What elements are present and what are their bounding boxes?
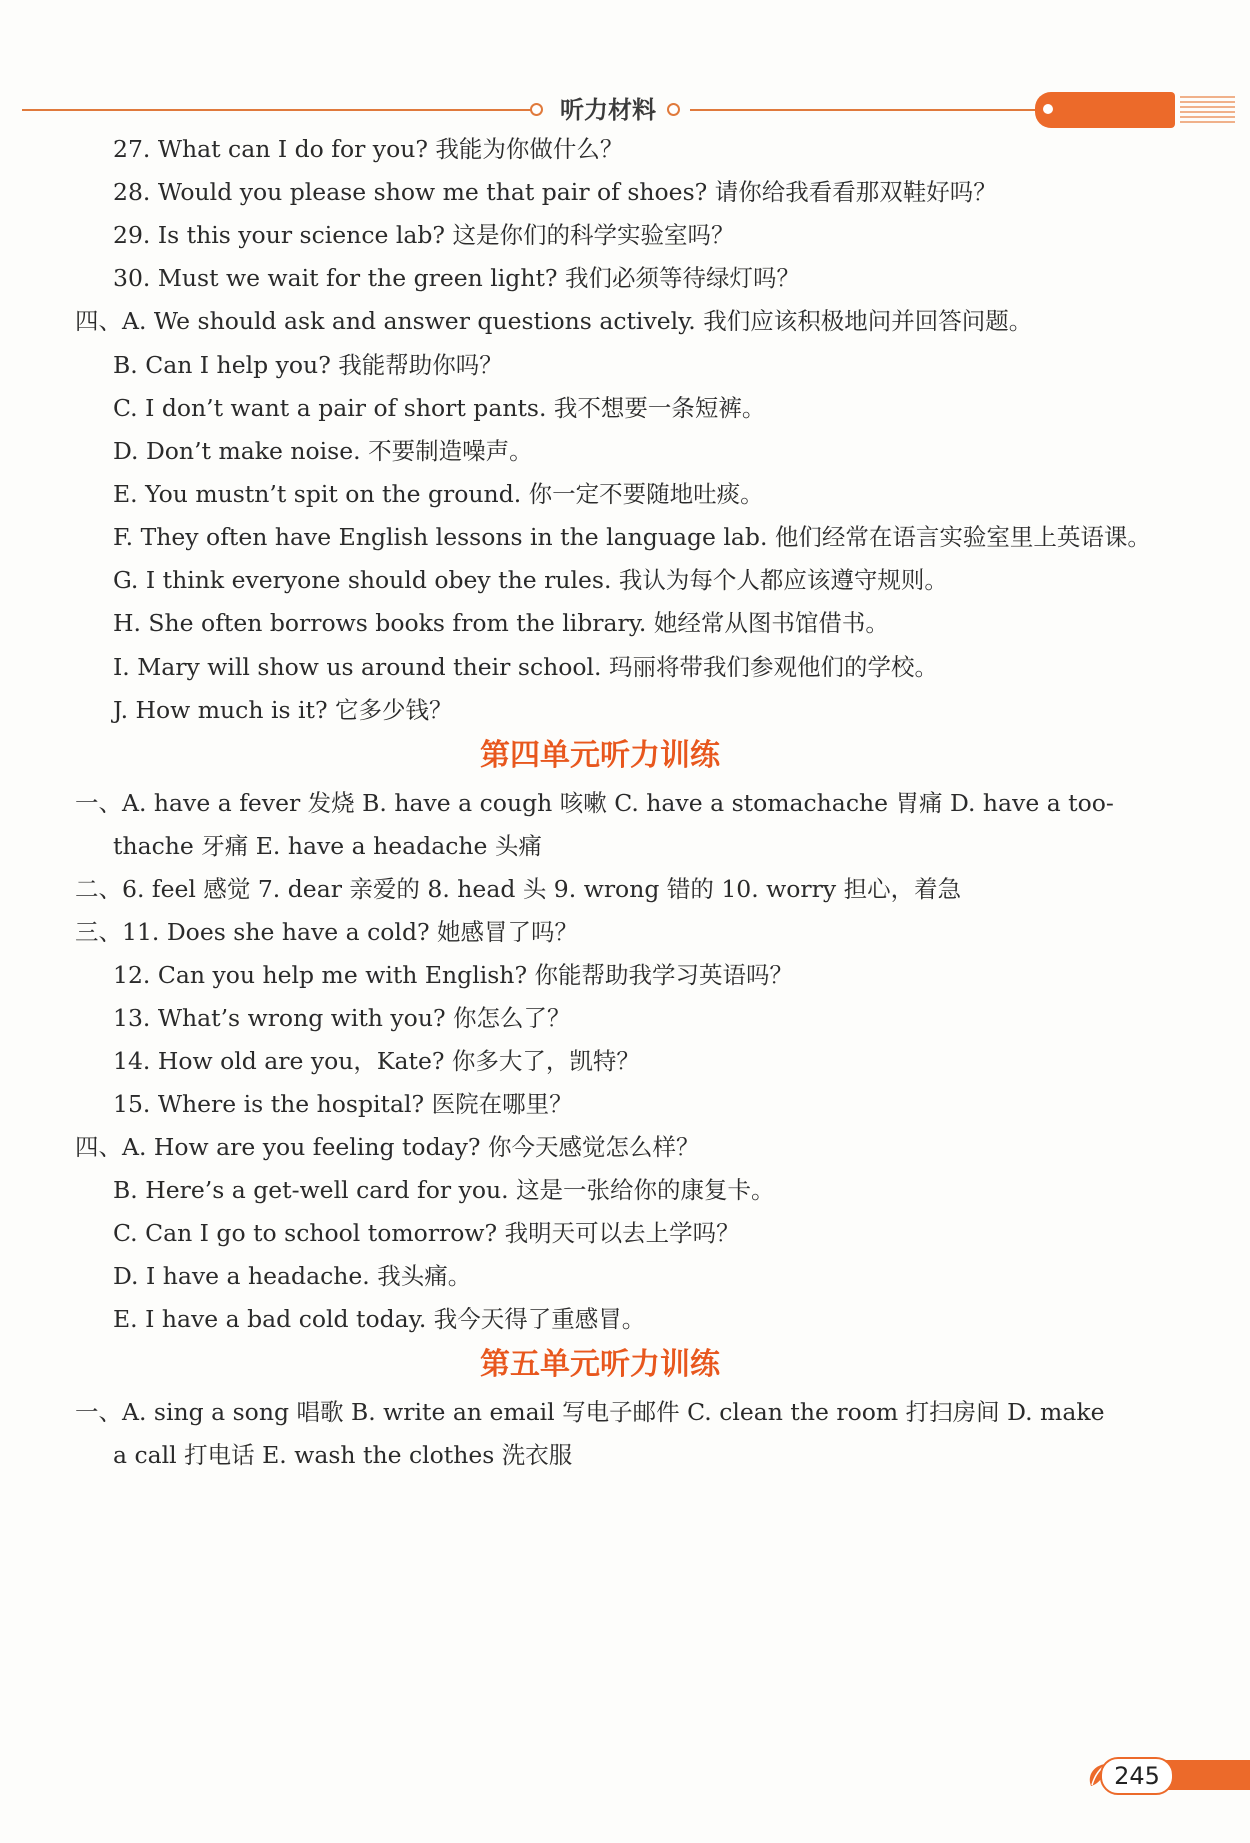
text-line: 三、11. Does she have a cold? 她感冒了吗？: [75, 918, 579, 946]
text-line: 一、A. have a fever 发烧 B. have a cough 咳嗽 C. have a stomachache 胃痛 D. have a too-: [75, 789, 1114, 817]
text-line: C. I don’t want a pair of short pants. 我不想要一条短裤。: [113, 394, 766, 422]
text-line: 12. Can you help me with English? 你能帮助我学习英语吗？: [113, 961, 794, 989]
text-line: thache 牙痛 E. have a headache 头痛: [113, 832, 542, 860]
text-line: 四、A. How are you feeling today? 你今天感觉怎么样？: [75, 1133, 700, 1161]
section-heading-unit5: 第五单元听力训练: [480, 1347, 720, 1382]
page-header: [0, 90, 1250, 130]
text-line: D. Don’t make noise. 不要制造噪声。: [113, 437, 533, 465]
text-line: E. I have a bad cold today. 我今天得了重感冒。: [113, 1305, 646, 1333]
text-line: 27. What can I do for you? 我能为你做什么？: [113, 135, 624, 163]
text-line: 29. Is this your science lab? 这是你们的科学实验室吗？: [113, 221, 735, 249]
header-rule-left: [22, 109, 532, 111]
text-line: F. They often have English lessons in the language lab. 他们经常在语言实验室里上英语课。: [113, 523, 1151, 551]
header-dot-left: [530, 103, 543, 116]
text-line: 28. Would you please show me that pair of shoes? 请你给我看看那双鞋好吗？: [113, 178, 997, 206]
text-line: 13. What’s wrong with you? 你怎么了？: [113, 1004, 571, 1032]
text-line: a call 打电话 E. wash the clothes 洗衣服: [113, 1441, 573, 1469]
text-line: B. Here’s a get-well card for you. 这是一张给你的康复卡。: [113, 1176, 775, 1204]
text-line: 15. Where is the hospital? 医院在哪里？: [113, 1090, 573, 1118]
text-line: G. I think everyone should obey the rules. 我认为每个人都应该遵守规则。: [113, 566, 948, 594]
text-line: D. I have a headache. 我头痛。: [113, 1262, 472, 1290]
text-line: 二、6. feel 感觉 7. dear 亲爱的 8. head 头 9. wrong 错的 10. worry 担心，着急: [75, 875, 962, 903]
page-title: 听力材料: [560, 96, 656, 124]
text-line: C. Can I go to school tomorrow? 我明天可以去上学吗？: [113, 1219, 740, 1247]
text-line: 14. How old are you，Kate? 你多大了，凯特？: [113, 1047, 640, 1075]
text-line: J. How much is it? 它多少钱？: [113, 696, 453, 724]
text-line: 四、A. We should ask and answer questions actively. 我们应该积极地问并回答问题。: [75, 307, 1033, 335]
text-line: E. You mustn’t spit on the ground. 你一定不要随地吐痰。: [113, 480, 764, 508]
header-tab: [1035, 92, 1175, 128]
text-line: H. She often borrows books from the library. 她经常从图书馆借书。: [113, 609, 889, 637]
header-rule-right: [690, 109, 1040, 111]
text-line: B. Can I help you? 我能帮助你吗？: [113, 351, 503, 379]
text-line: I. Mary will show us around their school. 玛丽将带我们参观他们的学校。: [113, 653, 938, 681]
text-line: 一、A. sing a song 唱歌 B. write an email 写电子邮件 C. clean the room 打扫房间 D. make: [75, 1398, 1105, 1426]
header-dot-right: [667, 103, 680, 116]
section-heading-unit4: 第四单元听力训练: [480, 738, 720, 773]
page-number: 245: [1100, 1757, 1174, 1795]
header-tab-hole: [1043, 104, 1053, 114]
header-stripes: [1180, 96, 1235, 124]
text-line: 30. Must we wait for the green light? 我们必须等待绿灯吗？: [113, 264, 800, 292]
